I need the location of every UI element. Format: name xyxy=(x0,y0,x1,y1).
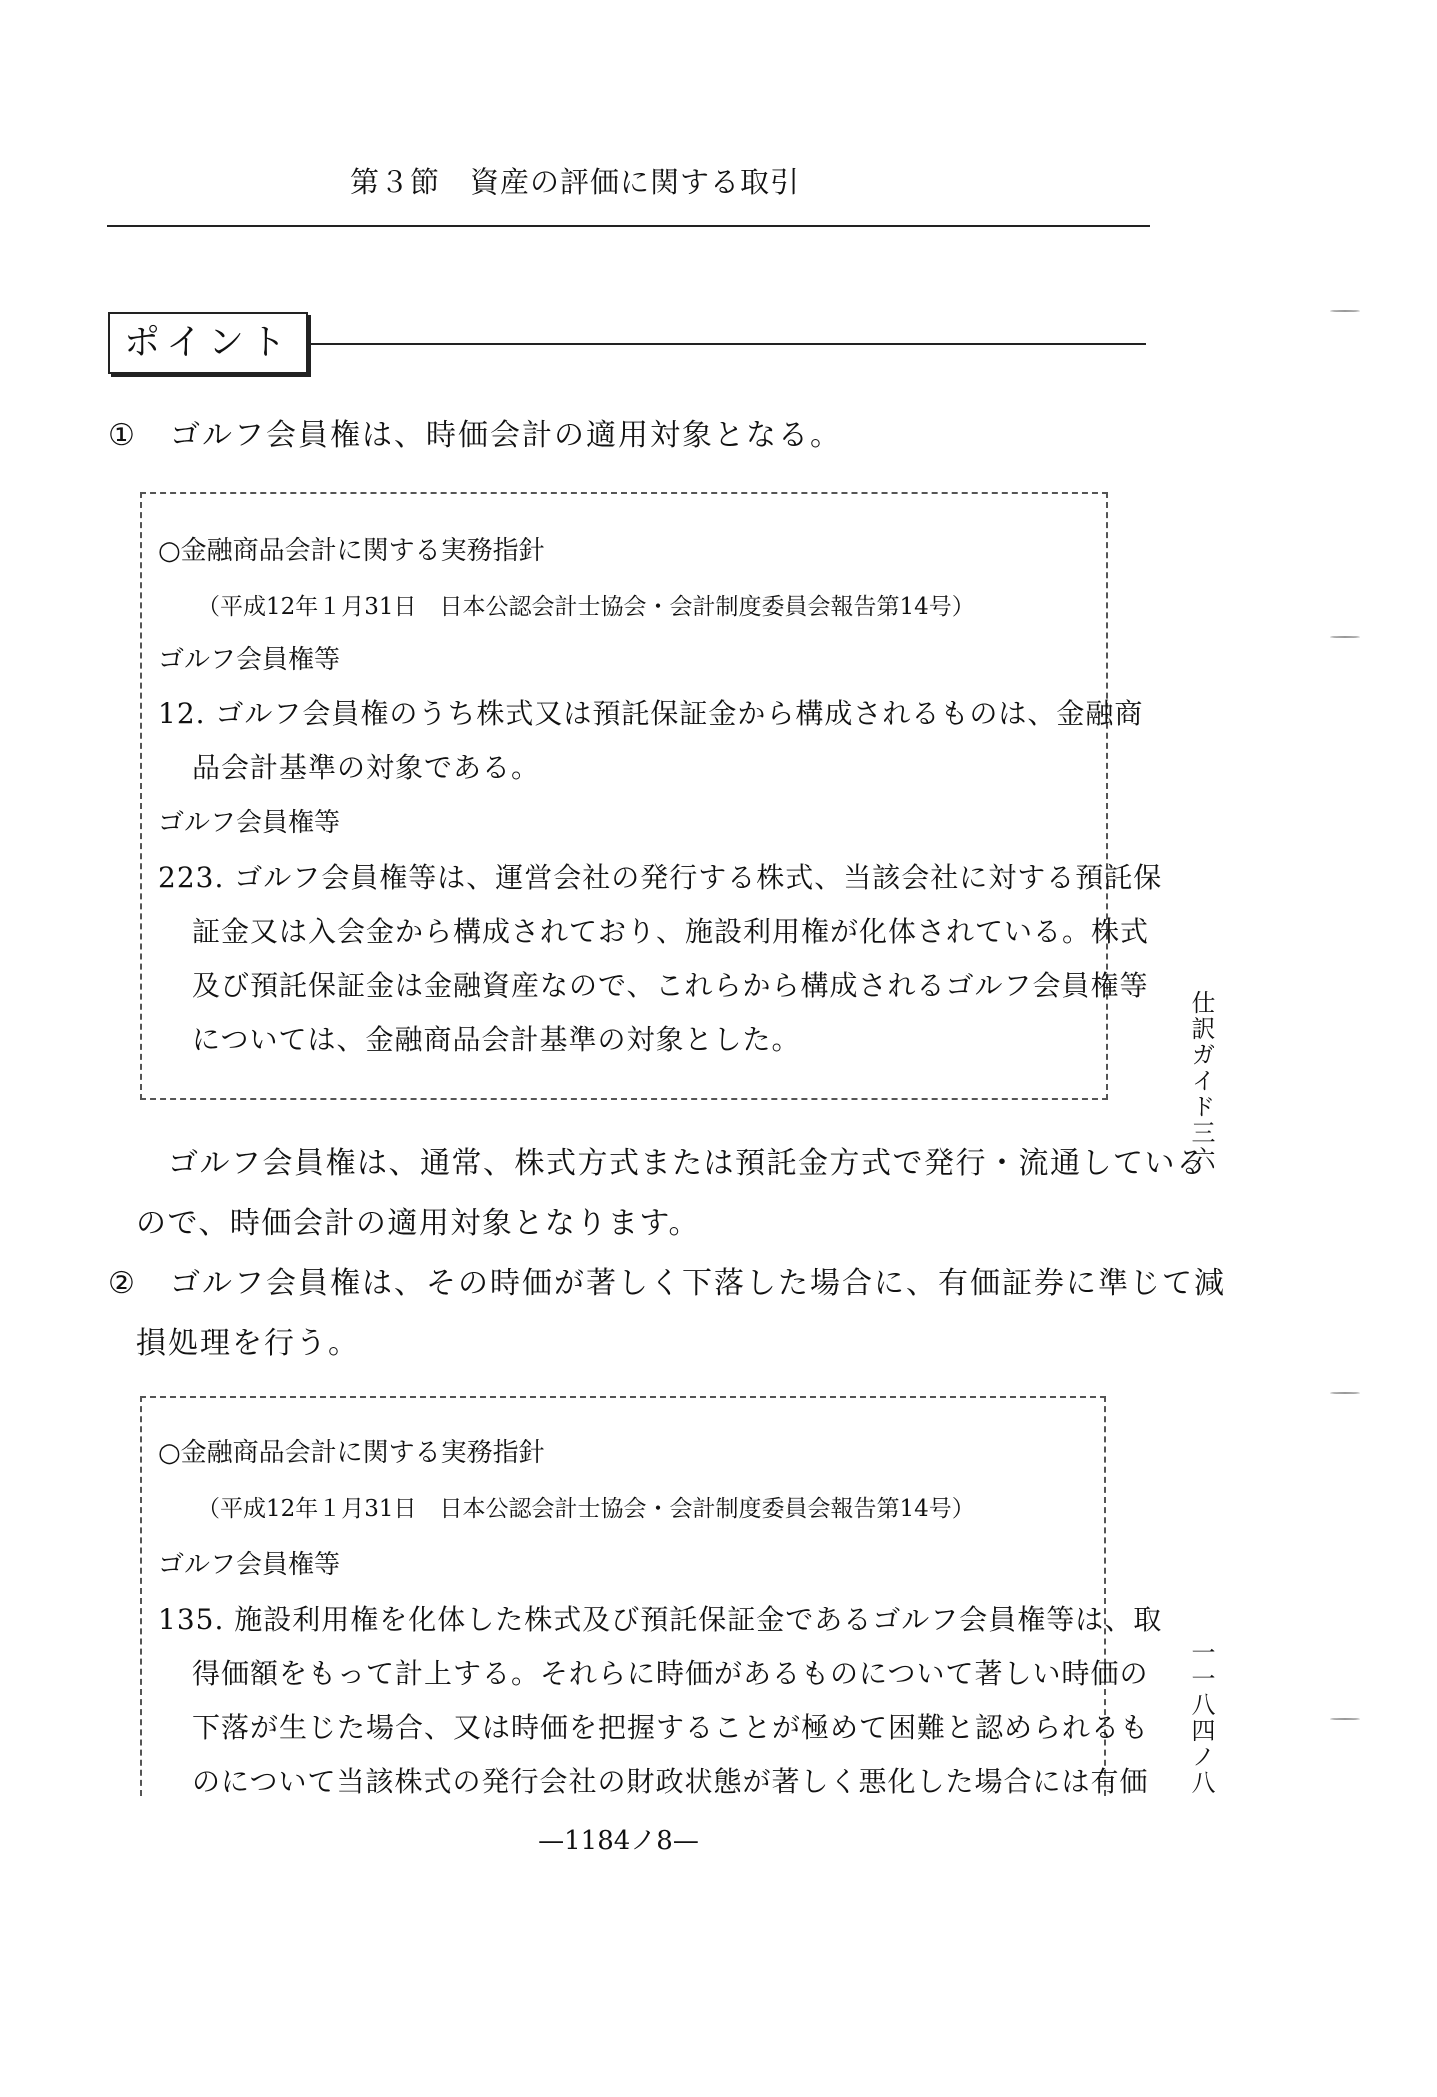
point-1-heading xyxy=(108,410,842,454)
quote-1-title: ○金融商品会計に関する実務指針 xyxy=(158,536,545,566)
quote-2-source: （平成12年１月31日 日本公認会計士協会・会計制度委員会報告第14号） xyxy=(197,1496,975,1522)
quote-1-heading-a: ゴルフ会員権等 xyxy=(158,645,341,675)
quote-2-para135-line2: 得価額をもって計上する。それらに時価があるものについて著しい時価の xyxy=(192,1657,1149,1690)
quote-1-source: （平成12年１月31日 日本公認会計士協会・会計制度委員会報告第14号） xyxy=(197,594,975,620)
explanation-1-line2: ので、時価会計の適用対象となります。 xyxy=(136,1206,700,1241)
section-title: 第３節 資産の評価に関する取引 xyxy=(349,165,800,199)
point-label-box: ポイント xyxy=(108,312,308,374)
quote-1-para223-line2: 証金又は入会金から構成されており、施設利用権が化体されている。株式 xyxy=(192,915,1150,948)
section-divider xyxy=(107,225,1150,227)
point-2-heading-line1 xyxy=(108,1258,1226,1302)
quote-2-title: ○金融商品会計に関する実務指針 xyxy=(158,1438,545,1468)
quote-1-heading-b: ゴルフ会員権等 xyxy=(158,808,341,838)
point-2-text-line1: ゴルフ会員権は、その時価が著しく下落した場合に、有価証券に準じて減 xyxy=(170,1266,1226,1301)
quote-box-2 xyxy=(140,1396,1163,1798)
point-2-number: ② xyxy=(108,1266,137,1301)
quote-2-para135-line3: 下落が生じた場合、又は時価を把握することが極めて困難と認められるも xyxy=(192,1711,1150,1744)
quote-1-para223-line3: 及び預託保証金は金融資産なので、これらから構成されるゴルフ会員権等 xyxy=(192,969,1149,1002)
binding-hole-mark xyxy=(1330,310,1360,312)
quote-box-1 xyxy=(140,492,1163,1100)
quote-1-para12-line2: 品会計基準の対象である。 xyxy=(192,751,541,784)
side-label-top: 仕訳ガイド三六 xyxy=(1187,990,1215,1172)
quote-1-para223-line1: 223. ゴルフ会員権等は、運営会社の発行する株式、当該会社に対する預託保 xyxy=(158,861,1163,894)
quote-2-para135-line1: 135. 施設利用権を化体した株式及び預託保証金であるゴルフ会員権等は、取 xyxy=(158,1603,1163,1636)
binding-hole-mark xyxy=(1330,1718,1360,1720)
quote-1-para12-line1: 12. ゴルフ会員権のうち株式又は預託保証金から構成されるものは、金融商 xyxy=(158,697,1144,730)
point-1-text: ゴルフ会員権は、時価会計の適用対象となる。 xyxy=(170,418,842,453)
explanation-1-line1: ゴルフ会員権は、通常、株式方式または預託金方式で発行・流通している xyxy=(168,1146,1208,1181)
point-1-number: ① xyxy=(108,418,137,453)
quote-2-heading: ゴルフ会員権等 xyxy=(158,1550,341,1580)
page-number: —1184ノ8— xyxy=(538,1826,699,1856)
side-label-bottom: 一一八四ノ八 xyxy=(1187,1640,1215,1796)
binding-hole-mark xyxy=(1330,1392,1360,1394)
quote-2-para135-line4: のについて当該株式の発行会社の財政状態が著しく悪化した場合には有価 xyxy=(192,1765,1149,1798)
point-divider xyxy=(306,343,1146,345)
binding-hole-mark xyxy=(1330,636,1360,638)
quote-1-para223-line4: については、金融商品会計基準の対象とした。 xyxy=(192,1023,801,1056)
point-2-text-line2: 損処理を行う。 xyxy=(136,1326,360,1361)
